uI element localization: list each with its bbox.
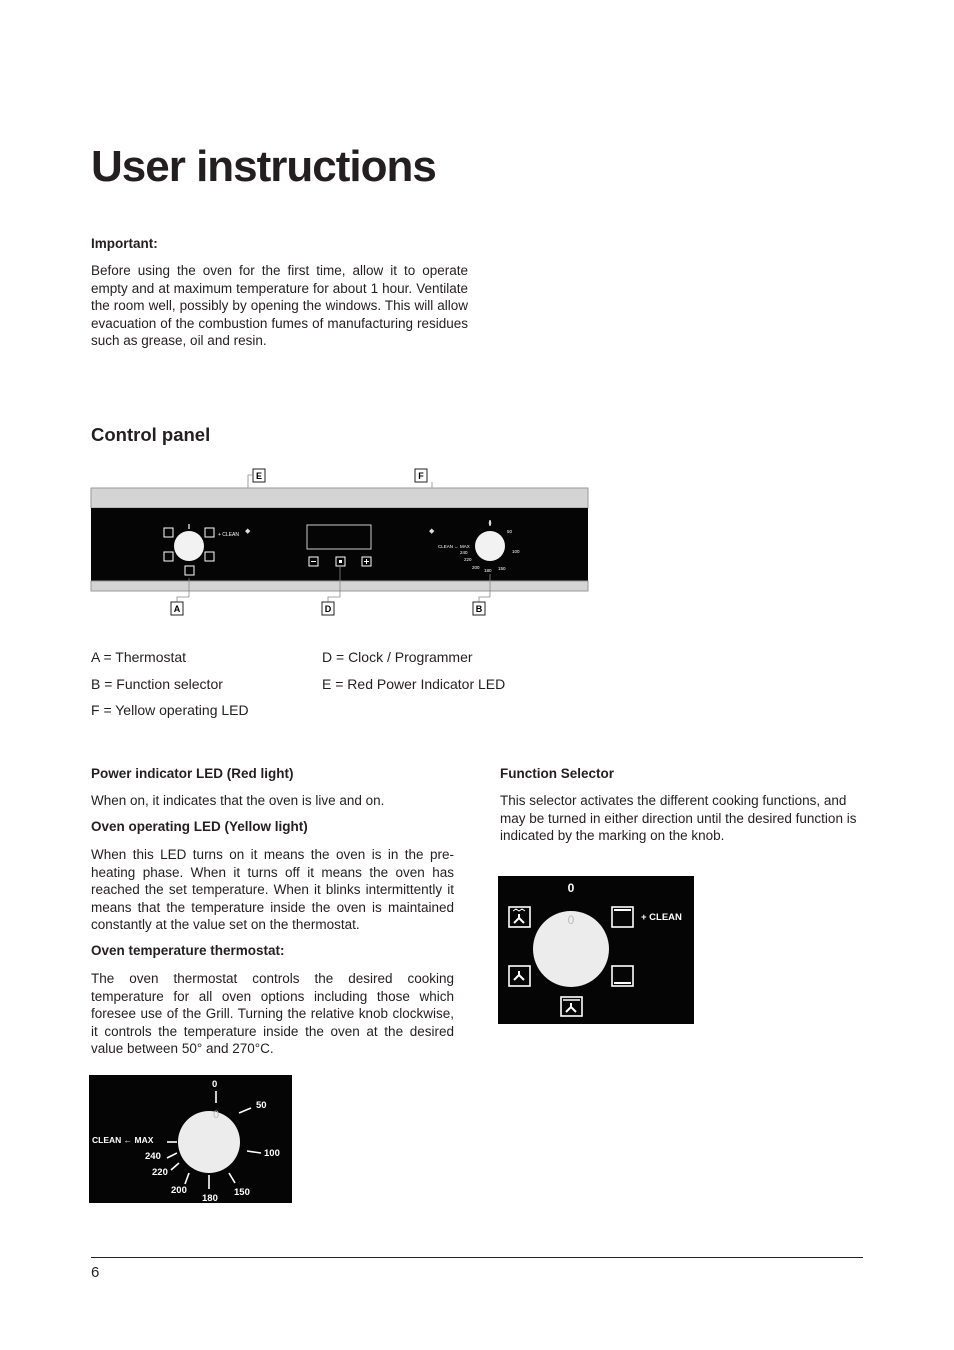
legend-f: F = Yellow operating LED	[91, 702, 249, 718]
legend-b: B = Function selector	[91, 676, 223, 692]
legend-e: E = Red Power Indicator LED	[322, 676, 506, 692]
svg-text:F: F	[418, 471, 424, 481]
svg-text:+ CLEAN: + CLEAN	[218, 532, 239, 538]
svg-text:CLEAN ← MAX: CLEAN ← MAX	[438, 544, 470, 549]
svg-text:240: 240	[460, 550, 468, 555]
svg-text:◆: ◆	[245, 528, 251, 535]
svg-text:+ CLEAN: + CLEAN	[641, 912, 682, 923]
svg-text:150: 150	[498, 566, 506, 571]
svg-text:B: B	[475, 604, 483, 614]
svg-text:0: 0	[488, 521, 492, 527]
svg-text:50: 50	[507, 529, 513, 534]
power-led-heading: Power indicator LED (Red light)	[91, 766, 294, 781]
operating-led-heading: Oven operating LED (Yellow light)	[91, 819, 308, 834]
svg-text:220: 220	[464, 557, 472, 562]
thermostat-text: The oven thermostat controls the desired cooking temperature for all oven options including those which foresee use of the Grill. Turning the relative knob clockwise, it controls the temperature inside the oven at the desired value between 50° and 270°C.	[91, 971, 454, 1057]
function-selector-dial-figure	[498, 876, 694, 1024]
svg-text:200: 200	[171, 1185, 187, 1196]
function-selector-text: This selector activates the different cooking functions, and may be turned in either direction until the desired function is indicated by the marking on the knob.	[500, 793, 857, 844]
svg-text:180: 180	[484, 568, 492, 573]
thermostat-dial-figure	[89, 1075, 292, 1203]
page-number: 6	[91, 1264, 100, 1281]
svg-text:100: 100	[512, 549, 520, 554]
control-panel-heading: Control panel	[91, 424, 211, 445]
thermostat-heading: Oven temperature thermostat:	[91, 943, 285, 958]
svg-text:0: 0	[212, 1079, 218, 1090]
svg-text:180: 180	[202, 1193, 218, 1203]
panel-black-face	[91, 508, 588, 581]
thermostat-knob	[178, 1111, 240, 1173]
legend-a: A = Thermostat	[91, 649, 187, 665]
svg-text:100: 100	[264, 1148, 280, 1159]
operating-led-text: When this LED turns on it means the oven is in the pre-heating phase. When it turns off it means the oven has reached the set temperature. When it blinks intermittently it means that the temperature inside the oven is maintained constantly at the value set on the thermostat.	[91, 847, 454, 933]
important-heading: Important:	[91, 236, 158, 251]
page-title: User instructions	[91, 142, 436, 191]
footer-rule	[91, 1257, 863, 1258]
svg-text:◆: ◆	[429, 528, 435, 535]
svg-text:CLEAN ← MAX: CLEAN ← MAX	[92, 1135, 154, 1145]
function-selector-heading: Function Selector	[500, 766, 615, 781]
svg-text:50: 50	[256, 1100, 267, 1111]
control-panel-diagram	[88, 462, 594, 622]
svg-text:E: E	[255, 471, 263, 481]
svg-text:A: A	[173, 604, 181, 614]
svg-text:200: 200	[472, 565, 480, 570]
panel-top-strip	[91, 488, 588, 508]
important-text: Before using the oven for the first time, allow it to operate empty and at maximum temperature for about 1 hour. Ventilate the room well, possibly by opening the windows. This will allow evacuation of the combustion fumes of manufacturing residues such as grease, oil and resin.	[91, 263, 468, 349]
panel-bottom-strip	[91, 581, 588, 591]
svg-text:0: 0	[567, 913, 575, 927]
power-led-text: When on, it indicates that the oven is live and on.	[91, 793, 385, 808]
legend-d: D = Clock / Programmer	[322, 649, 473, 665]
svg-text:240: 240	[145, 1151, 161, 1162]
svg-text:0: 0	[212, 1109, 220, 1121]
svg-text:D: D	[324, 604, 332, 614]
svg-text:150: 150	[234, 1187, 250, 1198]
svg-text:220: 220	[152, 1167, 168, 1178]
svg-text:0: 0	[567, 881, 575, 895]
